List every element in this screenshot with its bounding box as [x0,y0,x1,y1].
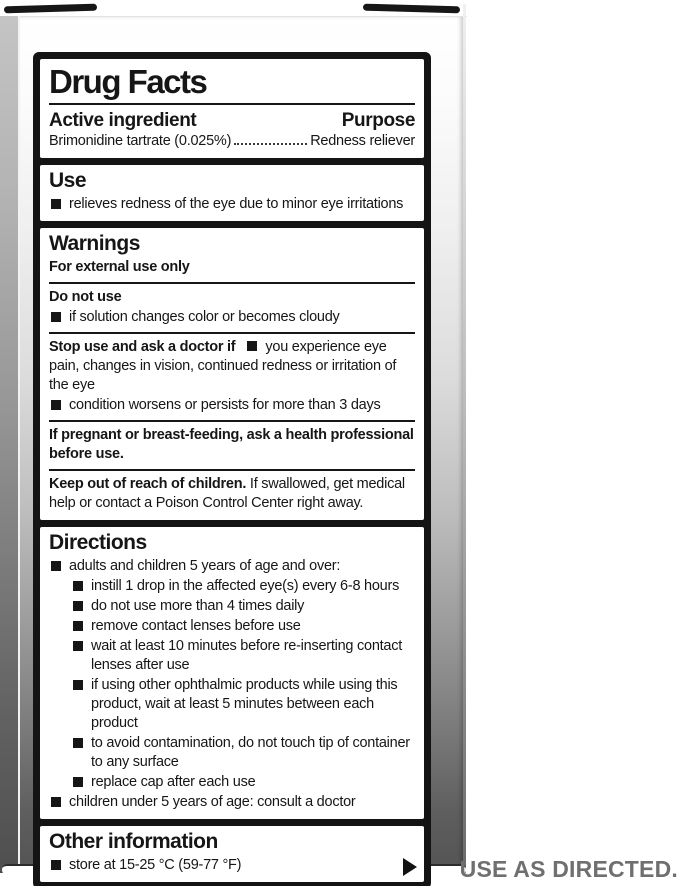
do-not-use-heading: Do not use [49,289,122,305]
warnings-pregnant [49,420,415,464]
drug-facts-title: Drug Facts [49,63,207,100]
dotted-leader [234,143,307,145]
directions-heading: Directions [49,531,147,554]
stop-use-bullet1-text: you experience eye pain, changes in vision, continued redness or irritation of the eye [49,339,397,393]
direction-item [71,617,415,636]
section-warnings [40,228,424,520]
square-bullet-icon [73,581,83,591]
warnings-stop-use [49,332,415,415]
do-not-use-bullet-text: if solution changes color or becomes cloudy [69,309,340,325]
direction-item [71,773,415,792]
direction-text: do not use more than 4 times daily [91,598,305,614]
square-bullet-icon [51,199,61,209]
divider [49,103,415,105]
warnings-heading: Warnings [49,232,140,255]
square-bullet-icon [51,561,61,571]
flap-tab-right [363,4,460,14]
right-arrow-icon [403,858,417,876]
warnings-keep-out [49,469,415,513]
square-bullet-icon [51,400,61,410]
section-other-information [40,826,424,882]
external-use-note: For external use only [49,259,190,275]
drug-facts-panel [33,52,431,886]
box-left-edge [0,16,20,873]
square-bullet-icon [73,601,83,611]
direction-text: to avoid contamination, do not touch tip of container to any surface [91,735,410,770]
use-heading: Use [49,169,87,192]
active-ingredient-name: Brimonidine tartrate (0.025%) [49,133,232,149]
use-bullet-text: relieves redness of the eye due to minor eye irritations [69,196,404,212]
direction-item [71,676,415,733]
stop-use-lead: Stop use and ask a doctor if [49,339,236,355]
square-bullet-icon [73,777,83,787]
square-bullet-icon [73,621,83,631]
direction-text: adults and children 5 years of age and over: [69,558,341,574]
direction-text: remove contact lenses before use [91,618,301,634]
storage-text: store at 15-25 °C (59-77 °F) [69,857,242,873]
square-bullet-icon [51,312,61,322]
direction-text: instill 1 drop in the affected eye(s) every 6-8 hours [91,578,400,594]
section-use [40,165,424,221]
direction-item [71,597,415,616]
purpose-heading: Purpose [341,110,415,131]
square-bullet-icon [51,797,61,807]
direction-text: if using other ophthalmic products while using this product, wait at least 5 minutes between each product [91,677,398,731]
square-bullet-icon [73,680,83,690]
stop-use-bullet2-text: condition worsens or persists for more than 3 days [69,397,381,413]
section-directions [40,527,424,819]
keep-out-lead: Keep out of reach of children. [49,476,247,492]
direction-text: children under 5 years of age: consult a doctor [69,794,356,810]
direction-item [49,793,415,812]
direction-item [71,577,415,596]
direction-text: replace cap after each use [91,774,256,790]
box-right-edge [463,4,466,873]
pregnant-warning-text: If pregnant or breast-feeding, ask a health professional before use. [49,427,414,462]
active-ingredient-heading: Active ingredient [49,110,197,131]
square-bullet-icon [51,860,61,870]
warnings-do-not-use [49,282,415,327]
direction-text: wait at least 10 minutes before re-inserting contact lenses after use [91,638,402,673]
direction-item [49,557,415,576]
keep-out-text: If swallowed, get medical help or contact a Poison Control Center right away. [49,476,405,511]
square-bullet-icon [73,641,83,651]
section-active-ingredient [40,59,424,158]
square-bullet-icon [73,738,83,748]
square-bullet-icon [247,341,257,351]
box-top-flap [0,0,467,17]
other-information-heading: Other information [49,830,218,853]
direction-item [71,637,415,675]
flap-tab-left [4,4,97,14]
direction-item [71,734,415,772]
purpose-value: Redness reliever [310,133,415,149]
use-as-directed-text: USE AS DIRECTED. [459,856,678,882]
